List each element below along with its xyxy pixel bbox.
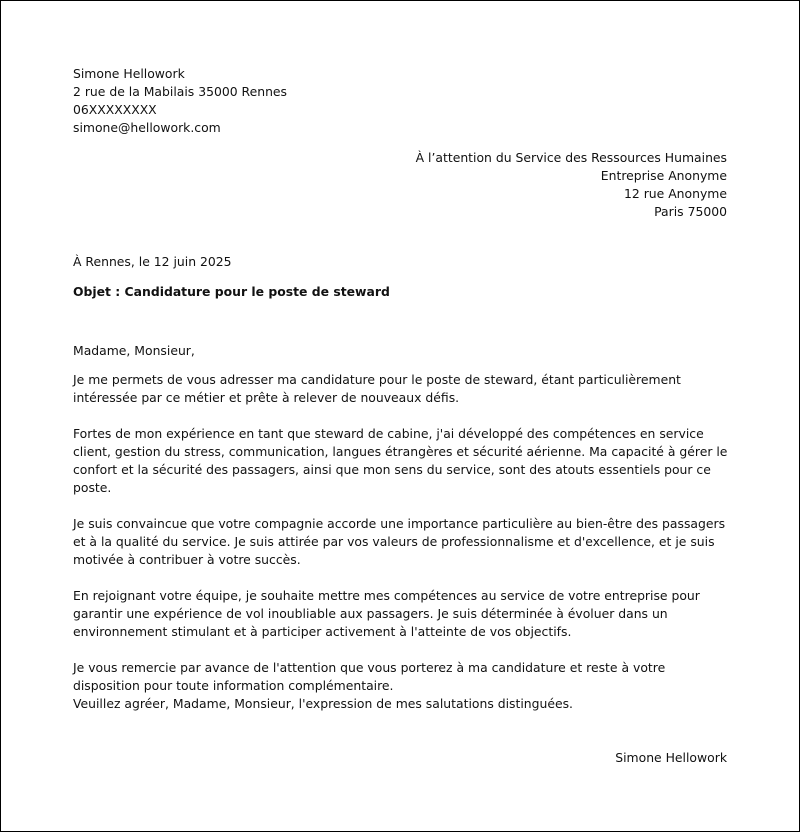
date-line: À Rennes, le 12 juin 2025	[73, 254, 232, 269]
signature: Simone Hellowork	[615, 750, 727, 765]
closing-formula: Veuillez agréer, Madame, Monsieur, l'expression de mes salutations distinguées.	[73, 696, 573, 711]
recipient-city: Paris 75000	[654, 204, 727, 219]
sender-address: 2 rue de la Mabilais 35000 Rennes	[73, 84, 288, 99]
body-paragraph-5: Je vous remercie par avance de l'attention que vous porterez à ma candidature et reste à votre disposition pour toute information complémentaire.	[73, 660, 666, 693]
body-paragraph-3: Je suis convaincue que votre compagnie accorde une importance particulière au bien-être des passagers et à la qualité du service. Je suis attirée par vos valeurs de professionnalisme et d'excellence, et je suis motivée à contribuer à votre succès.	[73, 516, 726, 567]
body-paragraph-2: Fortes de mon expérience en tant que steward de cabine, j'ai développé des compétences en service client, gestion du stress, communication, langues étrangères et sécurité aérienne. Ma capacité à gérer le confort et la sécurité des passagers, ainsi que mon sens du service, sont des atouts essentiels pour ce poste.	[73, 426, 728, 495]
sender-email: simone@hellowork.com	[73, 120, 221, 135]
sender-phone: 06XXXXXXXX	[73, 102, 157, 117]
sender-name: Simone Hellowork	[73, 66, 185, 81]
body-paragraph-1: Je me permets de vous adresser ma candidature pour le poste de steward, étant particulièrement intéressée par ce métier et prête à relever de nouveaux défis.	[73, 372, 681, 405]
recipient-street: 12 rue Anonyme	[623, 186, 727, 201]
letter-body	[73, 371, 733, 713]
recipient-block	[416, 149, 727, 221]
body-paragraph-4: En rejoignant votre équipe, je souhaite mettre mes compétences au service de votre entreprise pour garantir une expérience de vol inoubliable aux passagers. Je suis déterminée à évoluer dans un environnement stimulant et à participer activement à l'atteinte de vos objectifs.	[73, 588, 700, 639]
sender-block	[73, 65, 287, 137]
recipient-attention: À l’attention du Service des Ressources Humaines	[415, 150, 727, 165]
subject-line: Objet : Candidature pour le poste de steward	[73, 284, 390, 299]
recipient-company: Entreprise Anonyme	[600, 168, 727, 183]
salutation: Madame, Monsieur,	[73, 343, 195, 358]
